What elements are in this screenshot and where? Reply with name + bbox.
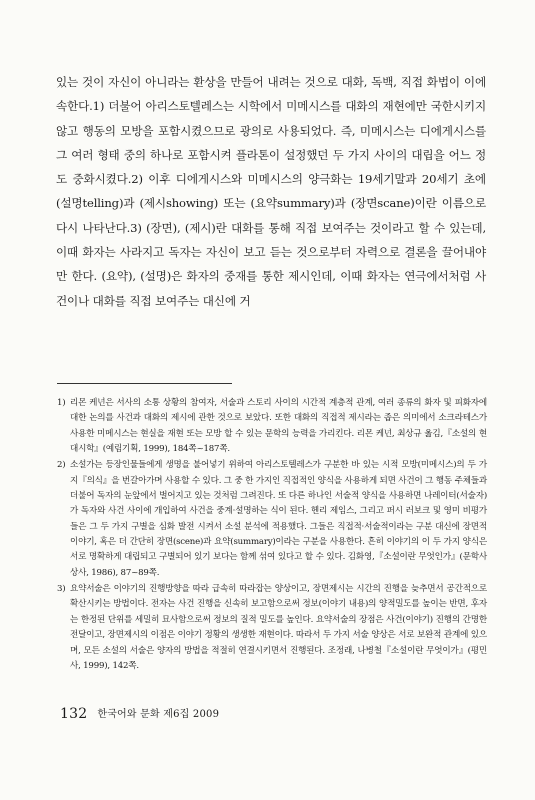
- footnote-1: [57, 396, 487, 457]
- footnote-text: 소설가는 등장인물들에게 생명을 불어넣기 위하여 아리스토텔레스가 구분한 바 있는 시적 모방(미메시스)의 두 가지『의식』을 번갈아가며 사용할 수 있다. 그 중 한 가지인 직접적인 양식을 사용하게 되면 사건이 그 행동 주체들과 더불어 독자의 눈앞에서 벌어지고 있는 것처럼 그려진다. 또 다른 하나인 서술적 양식을 사용하면 나레이터(서술자)가 독자와 사건 사이에 개입하여 사건을 중계·설명하는 식이 된다. 헨리 제임스, 그리고 퍼시 러보크 및 영미 비평가들은 그 두 가지 구별을 심화 발전 시켜서 소설 분석에 적용했다. 그들은 직접적·서술적이라는 구분 대신에 장면적 이야기, 혹은 더 간단히 장면(scene)과 요약(summary)이라는 구분을 사용한다. 흔히 이야기의 이 두 가지 양식은 서로 명확하게 대립되고 구별되어 있기 보다는 함께 섞여 있다고 할 수 있다. 김화영,『소설이란 무엇인가』(문학사상사, 1986), 87~89쪽.: [70, 460, 487, 578]
- page-footer: [60, 705, 219, 722]
- footnote-number: 2): [57, 460, 66, 471]
- page-number: 132: [60, 706, 88, 722]
- footnote-text: 요약서술은 이야기의 진행방향을 따라 급속히 따라잡는 양상이고, 장면제시는 시간의 진행을 늦추면서 공간적으로 확산시키는 방법이다. 전자는 사건 진행을 신속히 보고함으로써 정보(이야기 내용)의 양적밀도를 높이는 반면, 후자는 한정된 단위를 세밀히 묘사함으로써 정보의 질적 밀도를 높인다. 요약서술의 장점은 사건(이야기) 진행의 간명한 전달이고, 장면제시의 이점은 이야기 정황의 생생한 재현이다. 따라서 두 가지 서술 양상은 서로 보완적 관계에 있으며, 모든 소설의 서술은 양자의 방법을 적절히 연결시키면서 진행된다. 조정래, 나병철『소설이란 무엇이가』(평민사, 1999), 142쪽.: [70, 584, 487, 671]
- body-paragraph: 있는 것이 자신이 아니라는 환상을 만들어 내려는 것으로 대화, 독백, 직접 화법이 이에 속한다.1) 더불어 아리스토텔레스는 시학에서 미메시스를 대화의 재현에만 국한시키지 않고 행동의 모방을 포함시켰으므로 광의로 사용되었다. 즉, 미메시스는 디에게시스를 그 여러 형태 중의 하나로 포함시켜 플라톤이 설정했던 두 가지 사이의 대립을 어느 정도 중화시켰다.2) 이후 디에게시스와 미메시스의 양극화는 19세기말과 20세기 초에 (설명telling)과 (제시showing) 또는 (요약summary)과 (장면scane)이란 이름으로 다시 나타난다.3) (장면), (제시)란 대화를 통해 직접 보여주는 것이라고 할 수 있는데, 이때 화자는 사라지고 독자는 자신이 보고 듣는 것으로부터 자력으로 결론을 끌어내야만 한다. (요약), (설명)은 화자의 중재를 통한 제시인데, 이때 화자는 연극에서처럼 사건이나 대화를 직접 보여주는 대신에 거: [56, 75, 486, 308]
- footnote-separator: [57, 383, 232, 384]
- running-title: 한국어와 문화 제6집 2009: [97, 709, 220, 720]
- footnote-2: [57, 458, 487, 581]
- footnote-3: [57, 582, 487, 674]
- body-text: [56, 70, 486, 313]
- footnote-text: 리몬 케넌은 서사의 소통 상황의 참여자, 서술과 스토리 사이의 시간적 계층적 관계, 여러 종류의 화자 및 피화자에 대한 논의를 사건과 대화의 제시에 관한 것으로 보았다. 또한 대화의 직접적 제시라는 좁은 의미에서 소크라테스가 사용한 미메시스는 현실을 재현 또는 모방 할 수 있는 문학의 능력을 가리킨다. 리몬 케넌, 최상규 옮김,『소설의 현대시학』(예림기획, 1999), 184쪽~187쪽.: [70, 398, 487, 455]
- footnotes: [57, 396, 487, 675]
- footnote-number: 3): [57, 584, 66, 595]
- footnote-number: 1): [57, 398, 66, 408]
